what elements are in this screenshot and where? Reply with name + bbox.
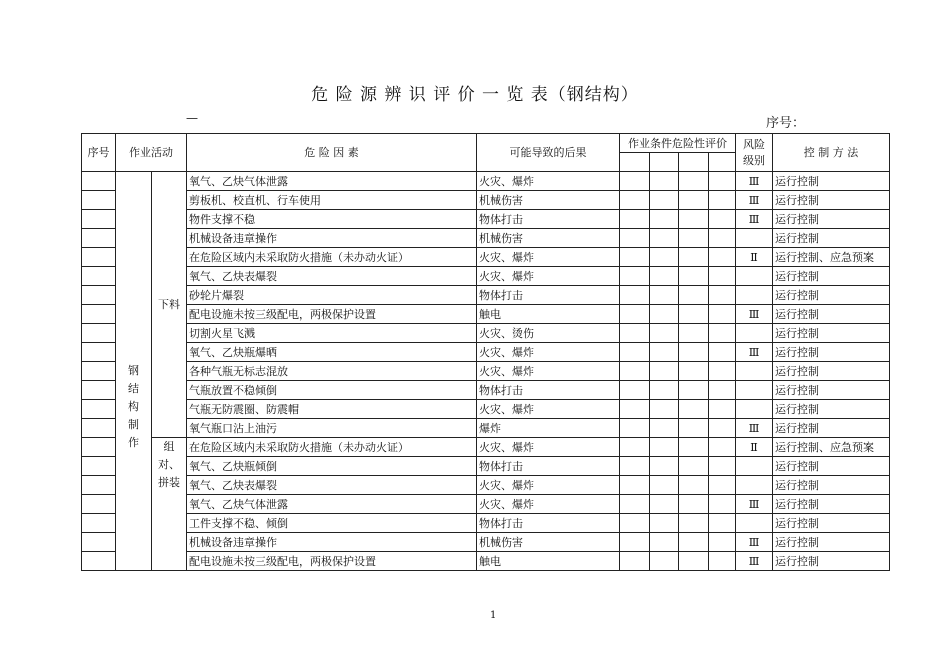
eval-cell — [650, 305, 679, 324]
row-no-cell — [82, 495, 116, 514]
hazard-cell: 氧气、乙炔气体泄露 — [187, 495, 477, 514]
control-cell: 运行控制 — [773, 514, 890, 533]
hazard-cell: 气瓶放置不稳倾倒 — [187, 381, 477, 400]
eval-cell — [709, 419, 736, 438]
risk-level-cell — [736, 267, 773, 286]
eval-cell — [679, 343, 709, 362]
hazard-table — [81, 133, 890, 571]
eval-cell — [620, 343, 650, 362]
eval-cell — [679, 286, 709, 305]
eval-cell — [620, 419, 650, 438]
eval-cell — [709, 514, 736, 533]
eval-cell — [620, 286, 650, 305]
eval-cell — [620, 362, 650, 381]
eval-cell — [709, 324, 736, 343]
eval-cell — [679, 552, 709, 571]
eval-cell — [679, 419, 709, 438]
control-cell: 运行控制 — [773, 400, 890, 419]
risk-level-cell — [736, 400, 773, 419]
risk-level-cell: Ⅲ — [736, 191, 773, 210]
table-row — [82, 210, 890, 229]
row-no-cell — [82, 267, 116, 286]
eval-cell — [620, 533, 650, 552]
eval-cell — [650, 210, 679, 229]
table-row — [82, 305, 890, 324]
eval-cell — [620, 324, 650, 343]
header-eval-e — [650, 153, 679, 172]
hazard-cell: 氧气、乙炔瓶倾倒 — [187, 457, 477, 476]
table-row — [82, 172, 890, 191]
header-eval-d — [709, 153, 736, 172]
risk-level-cell: Ⅲ — [736, 495, 773, 514]
hazard-cell: 各种气瓶无标志混放 — [187, 362, 477, 381]
eval-cell — [679, 457, 709, 476]
row-no-cell — [82, 381, 116, 400]
consequence-cell: 火灾、烫伤 — [477, 324, 620, 343]
table-row — [82, 229, 890, 248]
row-no-cell — [82, 210, 116, 229]
header-activity: 作业活动 — [116, 134, 187, 172]
eval-cell — [709, 495, 736, 514]
page-title: 危 险 源 辨 识 评 价 一 览 表（钢结构） — [311, 85, 639, 105]
eval-cell — [650, 381, 679, 400]
table-row — [82, 191, 890, 210]
risk-level-cell — [736, 229, 773, 248]
table-row — [82, 419, 890, 438]
eval-cell — [679, 324, 709, 343]
table-row — [82, 400, 890, 419]
row-no-cell — [82, 533, 116, 552]
control-cell: 运行控制 — [773, 495, 890, 514]
consequence-cell: 火灾、爆炸 — [477, 172, 620, 191]
hazard-cell: 氧气、乙炔瓶爆晒 — [187, 343, 477, 362]
control-cell: 运行控制 — [773, 552, 890, 571]
table-row — [82, 381, 890, 400]
hazard-cell: 氧气、乙炔表爆裂 — [187, 267, 477, 286]
hazard-cell: 物件支撑不稳 — [187, 210, 477, 229]
consequence-cell: 物体打击 — [477, 457, 620, 476]
eval-cell — [709, 552, 736, 571]
header-hazard: 危 险 因 素 — [187, 134, 477, 172]
risk-level-cell: Ⅱ — [736, 438, 773, 457]
hazard-cell: 砂轮片爆裂 — [187, 286, 477, 305]
eval-cell — [709, 248, 736, 267]
consequence-cell: 物体打击 — [477, 381, 620, 400]
control-cell: 运行控制 — [773, 476, 890, 495]
table-row — [82, 495, 890, 514]
control-cell: 运行控制 — [773, 419, 890, 438]
risk-level-cell — [736, 362, 773, 381]
eval-cell — [679, 533, 709, 552]
control-cell: 运行控制、应急预案 — [773, 248, 890, 267]
eval-cell — [620, 381, 650, 400]
row-no-cell — [82, 419, 116, 438]
consequence-cell: 火灾、爆炸 — [477, 438, 620, 457]
header-consequence: 可能导致的后果 — [477, 134, 620, 172]
hazard-cell: 在危险区域内未采取防火措施（未办动火证） — [187, 248, 477, 267]
eval-cell — [709, 381, 736, 400]
eval-cell — [679, 305, 709, 324]
risk-level-cell: Ⅲ — [736, 552, 773, 571]
consequence-cell: 机械伤害 — [477, 229, 620, 248]
table-row — [82, 286, 890, 305]
eval-cell — [679, 210, 709, 229]
page-number: 1 — [490, 610, 497, 621]
consequence-cell: 触电 — [477, 552, 620, 571]
table-row — [82, 267, 890, 286]
header-risk-level: 风险级别 — [736, 134, 773, 172]
eval-cell — [709, 286, 736, 305]
eval-cell — [650, 324, 679, 343]
row-no-cell — [82, 286, 116, 305]
hazard-cell: 氧气、乙炔气体泄露 — [187, 172, 477, 191]
hazard-cell: 机械设备违章操作 — [187, 229, 477, 248]
eval-cell — [679, 495, 709, 514]
table-row — [82, 457, 890, 476]
eval-cell — [679, 514, 709, 533]
risk-level-cell — [736, 514, 773, 533]
consequence-cell: 爆炸 — [477, 419, 620, 438]
table-row — [82, 533, 890, 552]
eval-cell — [620, 438, 650, 457]
consequence-cell: 火灾、爆炸 — [477, 343, 620, 362]
eval-cell — [679, 381, 709, 400]
eval-cell — [620, 514, 650, 533]
eval-cell — [620, 476, 650, 495]
control-cell: 运行控制 — [773, 324, 890, 343]
control-cell: 运行控制 — [773, 533, 890, 552]
eval-cell — [650, 362, 679, 381]
risk-level-cell — [736, 286, 773, 305]
header-control: 控 制 方 法 — [773, 134, 890, 172]
eval-cell — [709, 191, 736, 210]
eval-cell — [650, 267, 679, 286]
eval-cell — [679, 476, 709, 495]
row-no-cell — [82, 552, 116, 571]
eval-cell — [650, 495, 679, 514]
eval-cell — [709, 305, 736, 324]
control-cell: 运行控制 — [773, 172, 890, 191]
eval-cell — [650, 172, 679, 191]
row-no-cell — [82, 476, 116, 495]
eval-cell — [709, 476, 736, 495]
eval-cell — [709, 362, 736, 381]
activity-group-main: 钢结构制作 — [116, 172, 152, 571]
eval-cell — [650, 533, 679, 552]
control-cell: 运行控制 — [773, 267, 890, 286]
header-eval-c — [679, 153, 709, 172]
hazard-cell: 氧气瓶口沾上油污 — [187, 419, 477, 438]
consequence-cell: 物体打击 — [477, 286, 620, 305]
control-cell: 运行控制 — [773, 286, 890, 305]
eval-cell — [650, 191, 679, 210]
row-no-cell — [82, 400, 116, 419]
control-cell: 运行控制 — [773, 343, 890, 362]
table-row — [82, 324, 890, 343]
eval-cell — [709, 267, 736, 286]
eval-cell — [650, 419, 679, 438]
table-row — [82, 438, 890, 457]
risk-level-cell: Ⅲ — [736, 343, 773, 362]
row-no-cell — [82, 305, 116, 324]
row-no-cell — [82, 514, 116, 533]
consequence-cell: 火灾、爆炸 — [477, 495, 620, 514]
row-no-cell — [82, 362, 116, 381]
risk-level-cell: Ⅲ — [736, 419, 773, 438]
eval-cell — [650, 229, 679, 248]
eval-cell — [620, 248, 650, 267]
consequence-cell: 火灾、爆炸 — [477, 248, 620, 267]
eval-cell — [620, 495, 650, 514]
risk-level-cell: Ⅲ — [736, 172, 773, 191]
risk-level-cell — [736, 381, 773, 400]
header-eval-l — [620, 153, 650, 172]
eval-cell — [679, 191, 709, 210]
consequence-cell: 火灾、爆炸 — [477, 400, 620, 419]
header-evaluation: 作业条件危险性评价 — [620, 134, 736, 153]
eval-cell — [709, 210, 736, 229]
table-row — [82, 476, 890, 495]
row-no-cell — [82, 343, 116, 362]
eval-cell — [620, 267, 650, 286]
eval-cell — [709, 343, 736, 362]
eval-cell — [679, 172, 709, 191]
eval-cell — [709, 400, 736, 419]
row-no-cell — [82, 457, 116, 476]
control-cell: 运行控制 — [773, 457, 890, 476]
consequence-cell: 触电 — [477, 305, 620, 324]
eval-cell — [620, 305, 650, 324]
consequence-cell: 机械伤害 — [477, 191, 620, 210]
row-no-cell — [82, 191, 116, 210]
control-cell: 运行控制、应急预案 — [773, 438, 890, 457]
hazard-cell: 氧气、乙炔表爆裂 — [187, 476, 477, 495]
eval-cell — [679, 362, 709, 381]
eval-cell — [620, 210, 650, 229]
risk-level-cell — [736, 324, 773, 343]
eval-cell — [709, 438, 736, 457]
hazard-cell: 机械设备违章操作 — [187, 533, 477, 552]
eval-cell — [650, 286, 679, 305]
row-no-cell — [82, 438, 116, 457]
risk-level-cell — [736, 476, 773, 495]
consequence-cell: 物体打击 — [477, 210, 620, 229]
control-cell: 运行控制 — [773, 229, 890, 248]
table-row — [82, 552, 890, 571]
row-no-cell — [82, 172, 116, 191]
hazard-cell: 配电设施未按三级配电，两极保护设置 — [187, 552, 477, 571]
eval-cell — [709, 457, 736, 476]
consequence-cell: 物体打击 — [477, 514, 620, 533]
hazard-cell: 气瓶无防震圈、防震帽 — [187, 400, 477, 419]
eval-cell — [650, 476, 679, 495]
eval-cell — [620, 457, 650, 476]
risk-level-cell — [736, 457, 773, 476]
hazard-cell: 配电设施未按三级配电，两极保护设置 — [187, 305, 477, 324]
risk-level-cell: Ⅱ — [736, 248, 773, 267]
control-cell: 运行控制 — [773, 305, 890, 324]
eval-cell — [679, 438, 709, 457]
table-row — [82, 343, 890, 362]
eval-cell — [650, 514, 679, 533]
eval-cell — [679, 229, 709, 248]
eval-cell — [620, 400, 650, 419]
eval-cell — [620, 552, 650, 571]
hazard-cell: 在危险区域内未采取防火措施（未办动火证） — [187, 438, 477, 457]
control-cell: 运行控制 — [773, 210, 890, 229]
activity-group-sub2: 组对、拼装 — [152, 438, 187, 571]
eval-cell — [709, 229, 736, 248]
eval-cell — [709, 533, 736, 552]
consequence-cell: 机械伤害 — [477, 533, 620, 552]
eval-cell — [650, 400, 679, 419]
eval-cell — [650, 457, 679, 476]
eval-cell — [620, 229, 650, 248]
eval-cell — [679, 248, 709, 267]
risk-level-cell: Ⅲ — [736, 533, 773, 552]
hazard-cell: 切割火星飞溅 — [187, 324, 477, 343]
hazard-cell: 剪板机、校直机、行车使用 — [187, 191, 477, 210]
table-row — [82, 362, 890, 381]
control-cell: 运行控制 — [773, 191, 890, 210]
consequence-cell: 火灾、爆炸 — [477, 476, 620, 495]
sequence-label: 序号： — [766, 116, 806, 131]
control-cell: 运行控制 — [773, 381, 890, 400]
eval-cell — [620, 172, 650, 191]
header-no: 序号 — [82, 134, 116, 172]
row-no-cell — [82, 248, 116, 267]
consequence-cell: 火灾、爆炸 — [477, 362, 620, 381]
row-no-cell — [82, 324, 116, 343]
eval-cell — [679, 400, 709, 419]
eval-cell — [650, 438, 679, 457]
eval-cell — [620, 191, 650, 210]
eval-cell — [679, 267, 709, 286]
consequence-cell: 火灾、爆炸 — [477, 267, 620, 286]
table-row — [82, 514, 890, 533]
dash-mark: — — [186, 111, 198, 125]
eval-cell — [709, 172, 736, 191]
table-row — [82, 248, 890, 267]
risk-level-cell: Ⅲ — [736, 210, 773, 229]
eval-cell — [650, 552, 679, 571]
control-cell: 运行控制 — [773, 362, 890, 381]
eval-cell — [650, 248, 679, 267]
eval-cell — [650, 343, 679, 362]
risk-level-cell: Ⅲ — [736, 305, 773, 324]
activity-group-sub1: 下料 — [152, 172, 187, 438]
hazard-cell: 工件支撑不稳、倾倒 — [187, 514, 477, 533]
row-no-cell — [82, 229, 116, 248]
